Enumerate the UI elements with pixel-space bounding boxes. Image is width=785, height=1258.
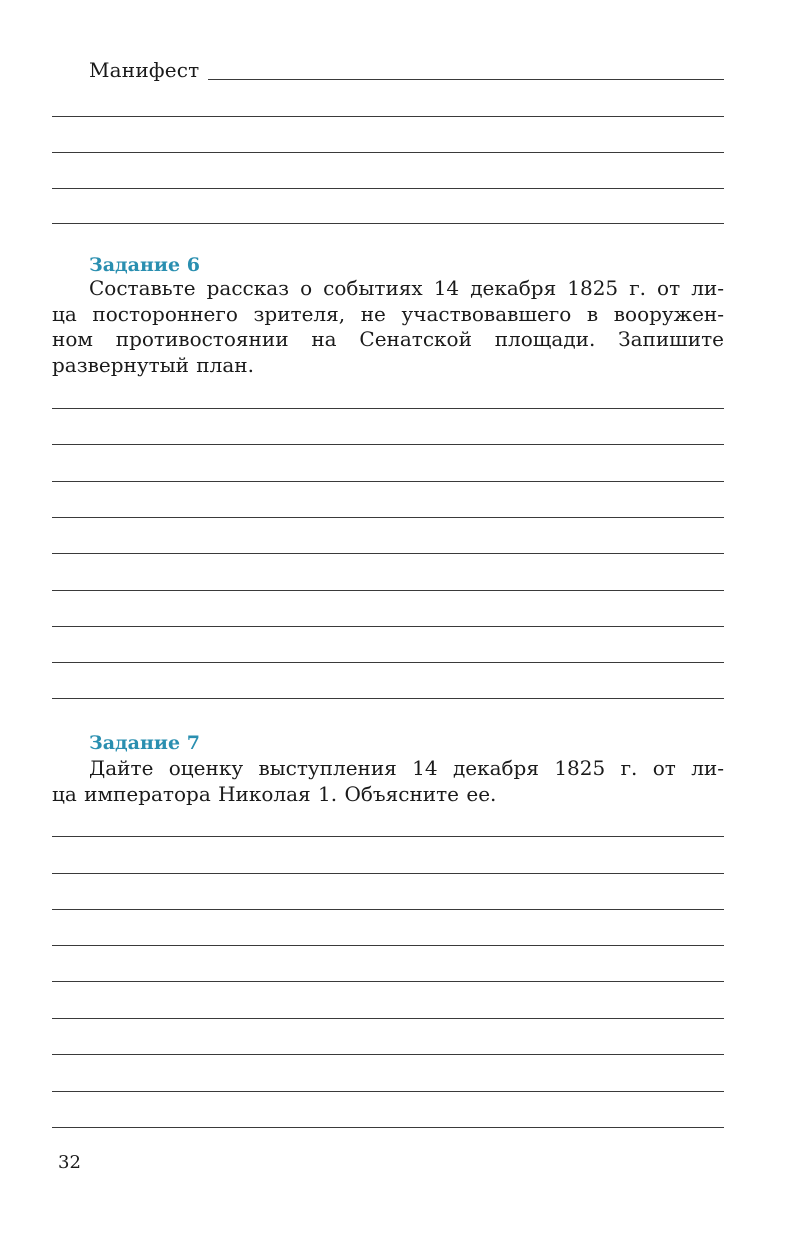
answer-line[interactable] (52, 626, 724, 627)
answer-line[interactable] (52, 873, 724, 874)
task7-line: ца императора Николая 1. Объясните ее. (52, 781, 497, 806)
task7-text (52, 756, 724, 807)
answer-line[interactable] (52, 1054, 724, 1055)
task6-heading: Задание 6 (89, 254, 200, 276)
answer-line[interactable] (52, 698, 724, 699)
task6-text (52, 276, 724, 378)
answer-line[interactable] (52, 223, 724, 224)
answer-line[interactable] (52, 408, 724, 409)
answer-line[interactable] (52, 1018, 724, 1019)
task6-line: Составьте рассказ о событиях 14 декабря 1825 г. от ли- (89, 276, 724, 300)
answer-line[interactable] (52, 116, 724, 117)
answer-line[interactable] (52, 152, 724, 153)
task6-line: ном противостоянии на Сенатской площади. Запишите (52, 327, 724, 351)
answer-line[interactable] (52, 1091, 724, 1092)
task7-line: Дайте оценку выступления 14 декабря 1825 г. от ли- (89, 756, 724, 780)
task6-line: развернутый план. (52, 352, 254, 377)
task7-heading: Задание 7 (89, 732, 200, 754)
answer-line[interactable] (52, 188, 724, 189)
answer-line[interactable] (52, 553, 724, 554)
page-number: 32 (58, 1152, 81, 1173)
answer-line[interactable] (52, 517, 724, 518)
answer-line[interactable] (208, 79, 724, 80)
answer-line[interactable] (52, 909, 724, 910)
answer-line[interactable] (52, 444, 724, 445)
answer-line[interactable] (52, 945, 724, 946)
manifest-label: Манифест (89, 58, 200, 82)
task6-line: ца постороннего зрителя, не участвовавшего в вооружен- (52, 301, 724, 326)
answer-line[interactable] (52, 1127, 724, 1128)
answer-line[interactable] (52, 481, 724, 482)
answer-line[interactable] (52, 662, 724, 663)
answer-line[interactable] (52, 836, 724, 837)
answer-line[interactable] (52, 981, 724, 982)
answer-line[interactable] (52, 590, 724, 591)
